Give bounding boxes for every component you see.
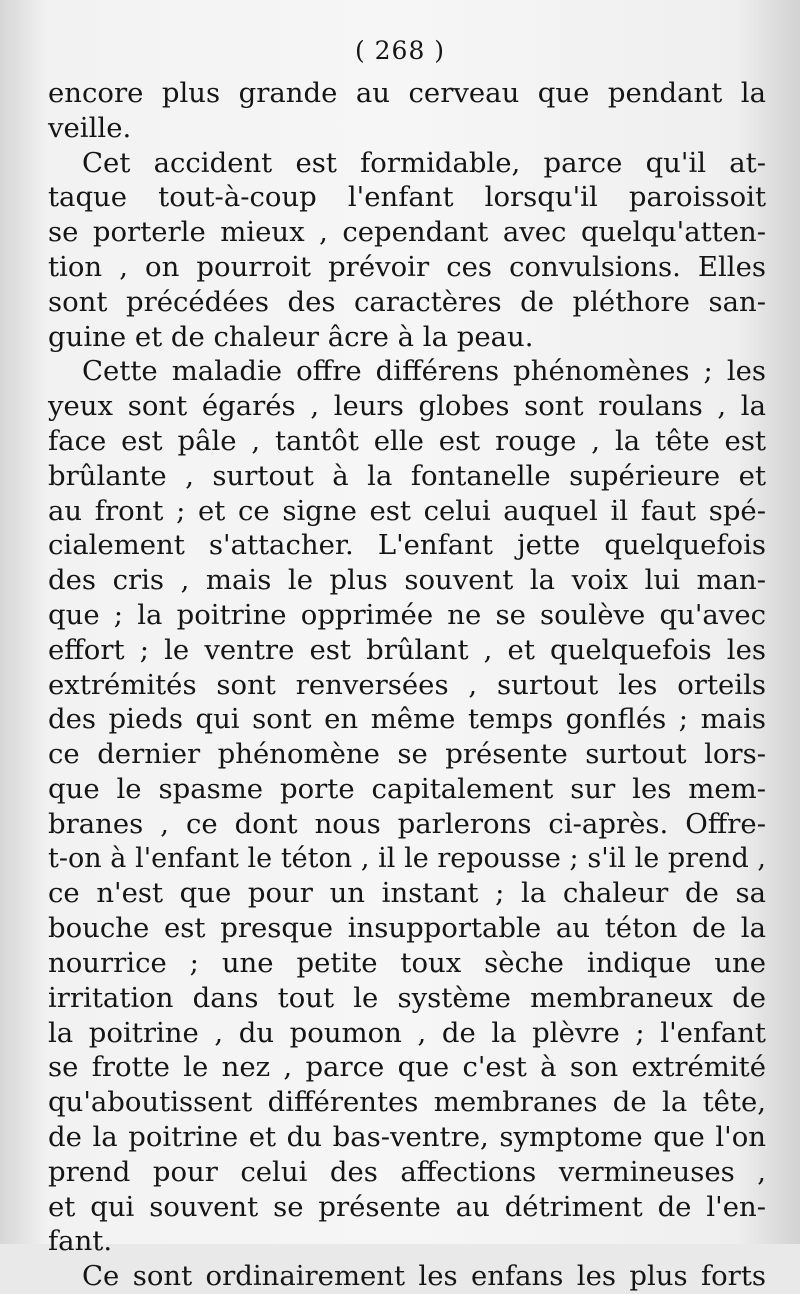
text-line: fant.: [48, 1225, 113, 1258]
text-line: effort ; le ventre est brûlant , et quelquefois les: [48, 633, 766, 666]
text-line: guine et de chaleur âcre à la peau.: [48, 320, 534, 353]
text-line: yeux sont égarés , leurs globes sont roulans , la: [48, 390, 766, 423]
text-line: Ce sont ordinairement les enfans les plus forts: [82, 1260, 766, 1293]
text-line: que ; la poitrine opprimée ne se soulève qu'avec: [48, 598, 766, 631]
text-line: t-on à l'enfant le téton , il le repousse ; s'il le prend ,: [48, 842, 766, 874]
text-line: brûlante , surtout à la fontanelle supérieure et: [48, 459, 766, 492]
body-text: [48, 76, 766, 1294]
text-line: qu'aboutissent différentes membranes de la tête,: [48, 1086, 766, 1119]
text-line: veille.: [48, 111, 132, 144]
text-line: Cet accident est formidable, parce qu'il at-: [82, 146, 766, 179]
text-line: que le spasme porte capitalement sur les mem-: [48, 772, 766, 805]
text-line: nourrice ; une petite toux sèche indique une: [48, 946, 766, 979]
text-line: de la poitrine et du bas-ventre, symptome que l'on: [48, 1120, 766, 1153]
text-line: extrémités sont renversées , surtout les orteils: [48, 668, 766, 701]
text-line: cialement s'attacher. L'enfant jette quelquefois: [48, 529, 766, 562]
text-line: des cris , mais le plus souvent la voix lui man-: [48, 564, 766, 597]
text-line: prend pour celui des affections vermineuses ,: [48, 1155, 766, 1188]
text-line: ce dernier phénomène se présente surtout lors-: [48, 738, 766, 771]
text-line: encore plus grande au cerveau que pendant la: [48, 77, 766, 109]
text-line: bouche est presque insupportable au téton de la: [48, 912, 766, 945]
text-line: branes , ce dont nous parlerons ci-après. Offre-: [48, 807, 766, 840]
text-line: et qui souvent se présente au détriment de l'en-: [48, 1190, 766, 1223]
text-line: se porterle mieux , cependant avec quelqu'atten-: [48, 216, 766, 249]
text-line: se frotte le nez , parce que c'est à son extrémité: [48, 1051, 766, 1084]
text-line: face est pâle , tantôt elle est rouge , la tête est: [48, 424, 766, 457]
text-line: sont précédées des caractères de pléthore san-: [48, 285, 766, 318]
text-line: taque tout-à-coup l'enfant lorsqu'il paroissoit: [48, 181, 766, 214]
text-line: ce n'est que pour un instant ; la chaleur de sa: [48, 877, 766, 910]
text-line: tion , on pourroit prévoir ces convulsions. Elles: [48, 250, 766, 283]
text-line: Cette maladie offre différens phénomènes ; les: [82, 355, 766, 388]
text-line: des pieds qui sont en même temps gonflés ; mais: [48, 703, 766, 736]
page-number: ( 268 ): [354, 36, 446, 65]
text-line: au front ; et ce signe est celui auquel il faut spé-: [48, 494, 766, 527]
text-line: irritation dans tout le système membraneux de: [48, 981, 766, 1014]
text-line: la poitrine , du poumon , de la plèvre ; l'enfant: [48, 1016, 766, 1049]
